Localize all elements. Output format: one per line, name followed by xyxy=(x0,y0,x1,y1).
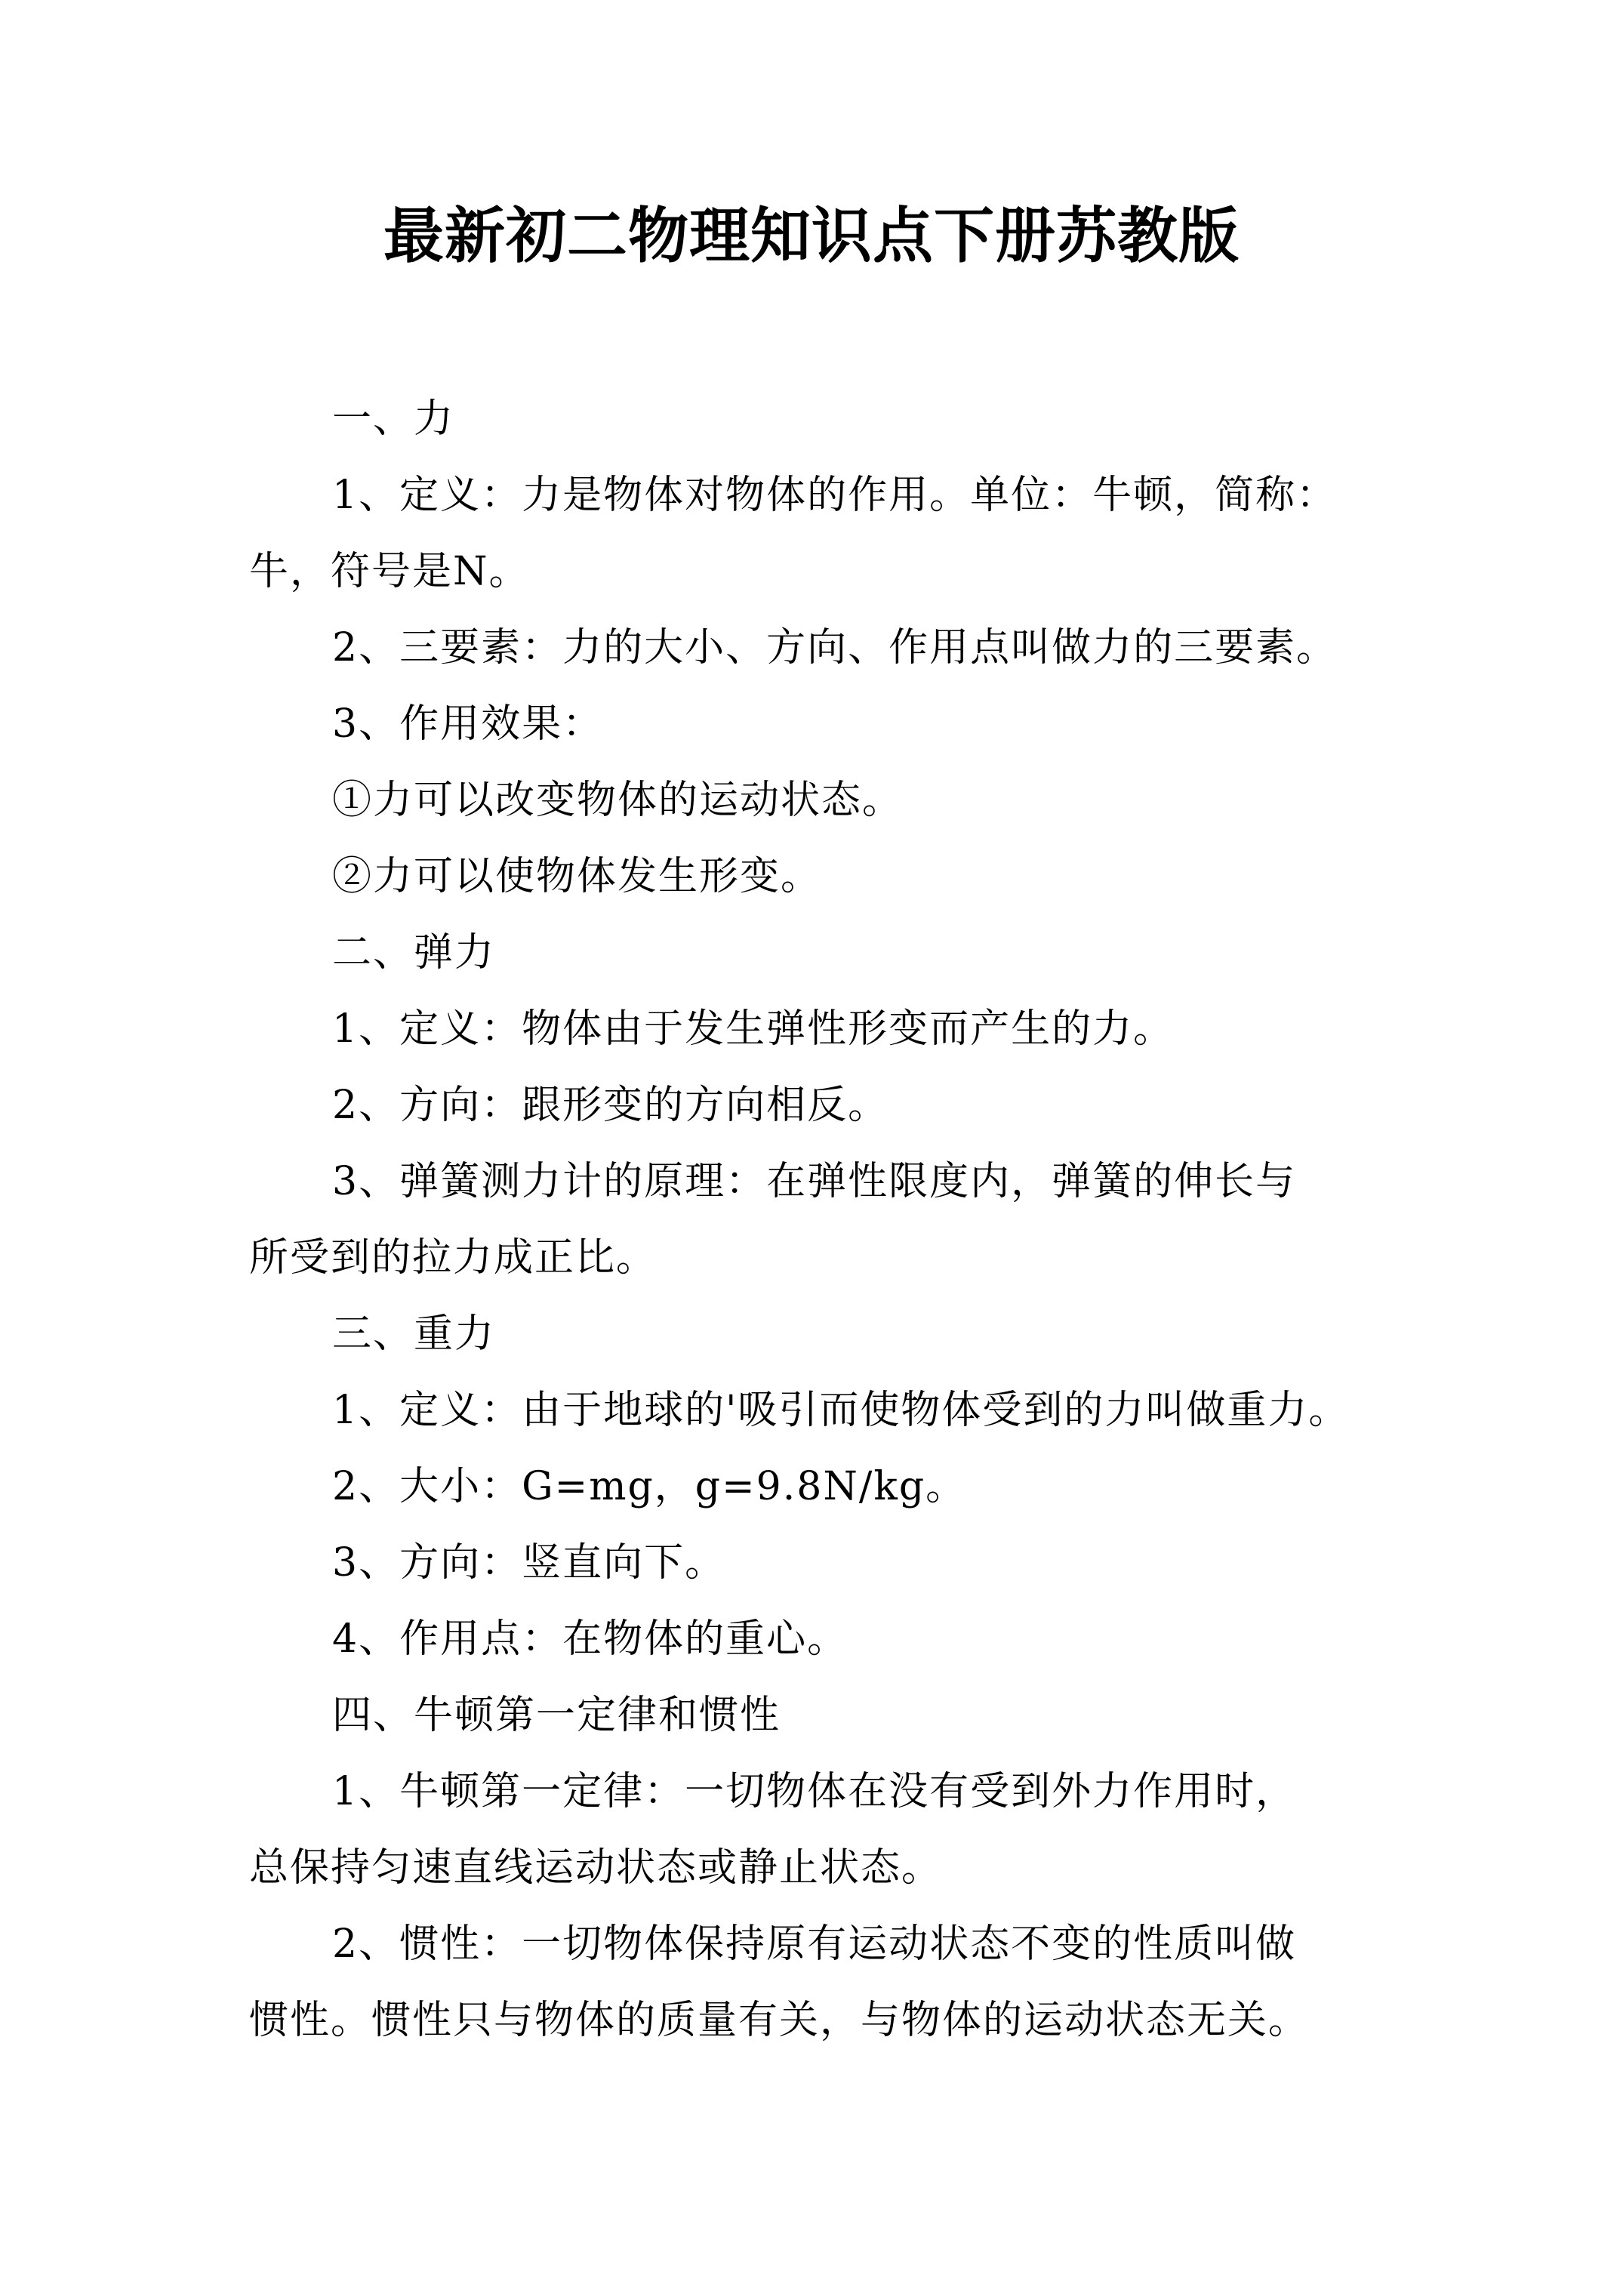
paragraph-line: 3、弹簧测力计的原理：在弹性限度内，弹簧的伸长与 xyxy=(332,1159,1297,1204)
paragraph-line: ①力可以改变物体的运动状态。 xyxy=(332,778,904,823)
paragraph-line: 2、惯性：一切物体保持原有运动状态不变的性质叫做 xyxy=(332,1922,1297,1967)
paragraph-line: 总保持匀速直线运动状态或静止状态。 xyxy=(249,1845,943,1891)
paragraph-line: 牛，符号是N。 xyxy=(249,549,530,594)
section-heading-force: 一、力 xyxy=(332,396,455,442)
section-heading-gravity: 三、重力 xyxy=(332,1311,496,1357)
paragraph-line: 2、方向：跟形变的方向相反。 xyxy=(332,1083,889,1128)
paragraph-line: 2、大小：G=mg，g=9.8N/kg。 xyxy=(332,1464,967,1509)
section-heading-newtons-first-law: 四、牛顿第一定律和惯性 xyxy=(332,1693,781,1738)
paragraph-line: 1、定义：由于地球的'吸引而使物体受到的力叫做重力。 xyxy=(332,1388,1350,1433)
document-title: 最新初二物理知识点下册苏教版 xyxy=(383,200,1240,271)
paragraph-line: 3、方向：竖直向下。 xyxy=(332,1540,726,1586)
section-heading-elastic-force: 二、弹力 xyxy=(332,930,496,975)
paragraph-line: 3、作用效果： xyxy=(332,701,604,747)
paragraph-line: ②力可以使物体发生形变。 xyxy=(332,854,822,899)
paragraph-line: 4、作用点：在物体的重心。 xyxy=(332,1616,848,1662)
paragraph-line: 2、三要素：力的大小、方向、作用点叫做力的三要素。 xyxy=(332,625,1338,670)
paragraph-line: 1、定义：力是物体对物体的作用。单位：牛顿，简称： xyxy=(332,473,1338,518)
document-body xyxy=(249,381,1404,2059)
paragraph-line: 1、定义：物体由于发生弹性形变而产生的力。 xyxy=(332,1006,1175,1052)
paragraph-line: 所受到的拉力成正比。 xyxy=(249,1235,658,1281)
paragraph-line: 惯性。惯性只与物体的质量有关，与物体的运动状态无关。 xyxy=(249,1998,1310,2043)
paragraph-line: 1、牛顿第一定律：一切物体在没有受到外力作用时， xyxy=(332,1769,1297,1814)
